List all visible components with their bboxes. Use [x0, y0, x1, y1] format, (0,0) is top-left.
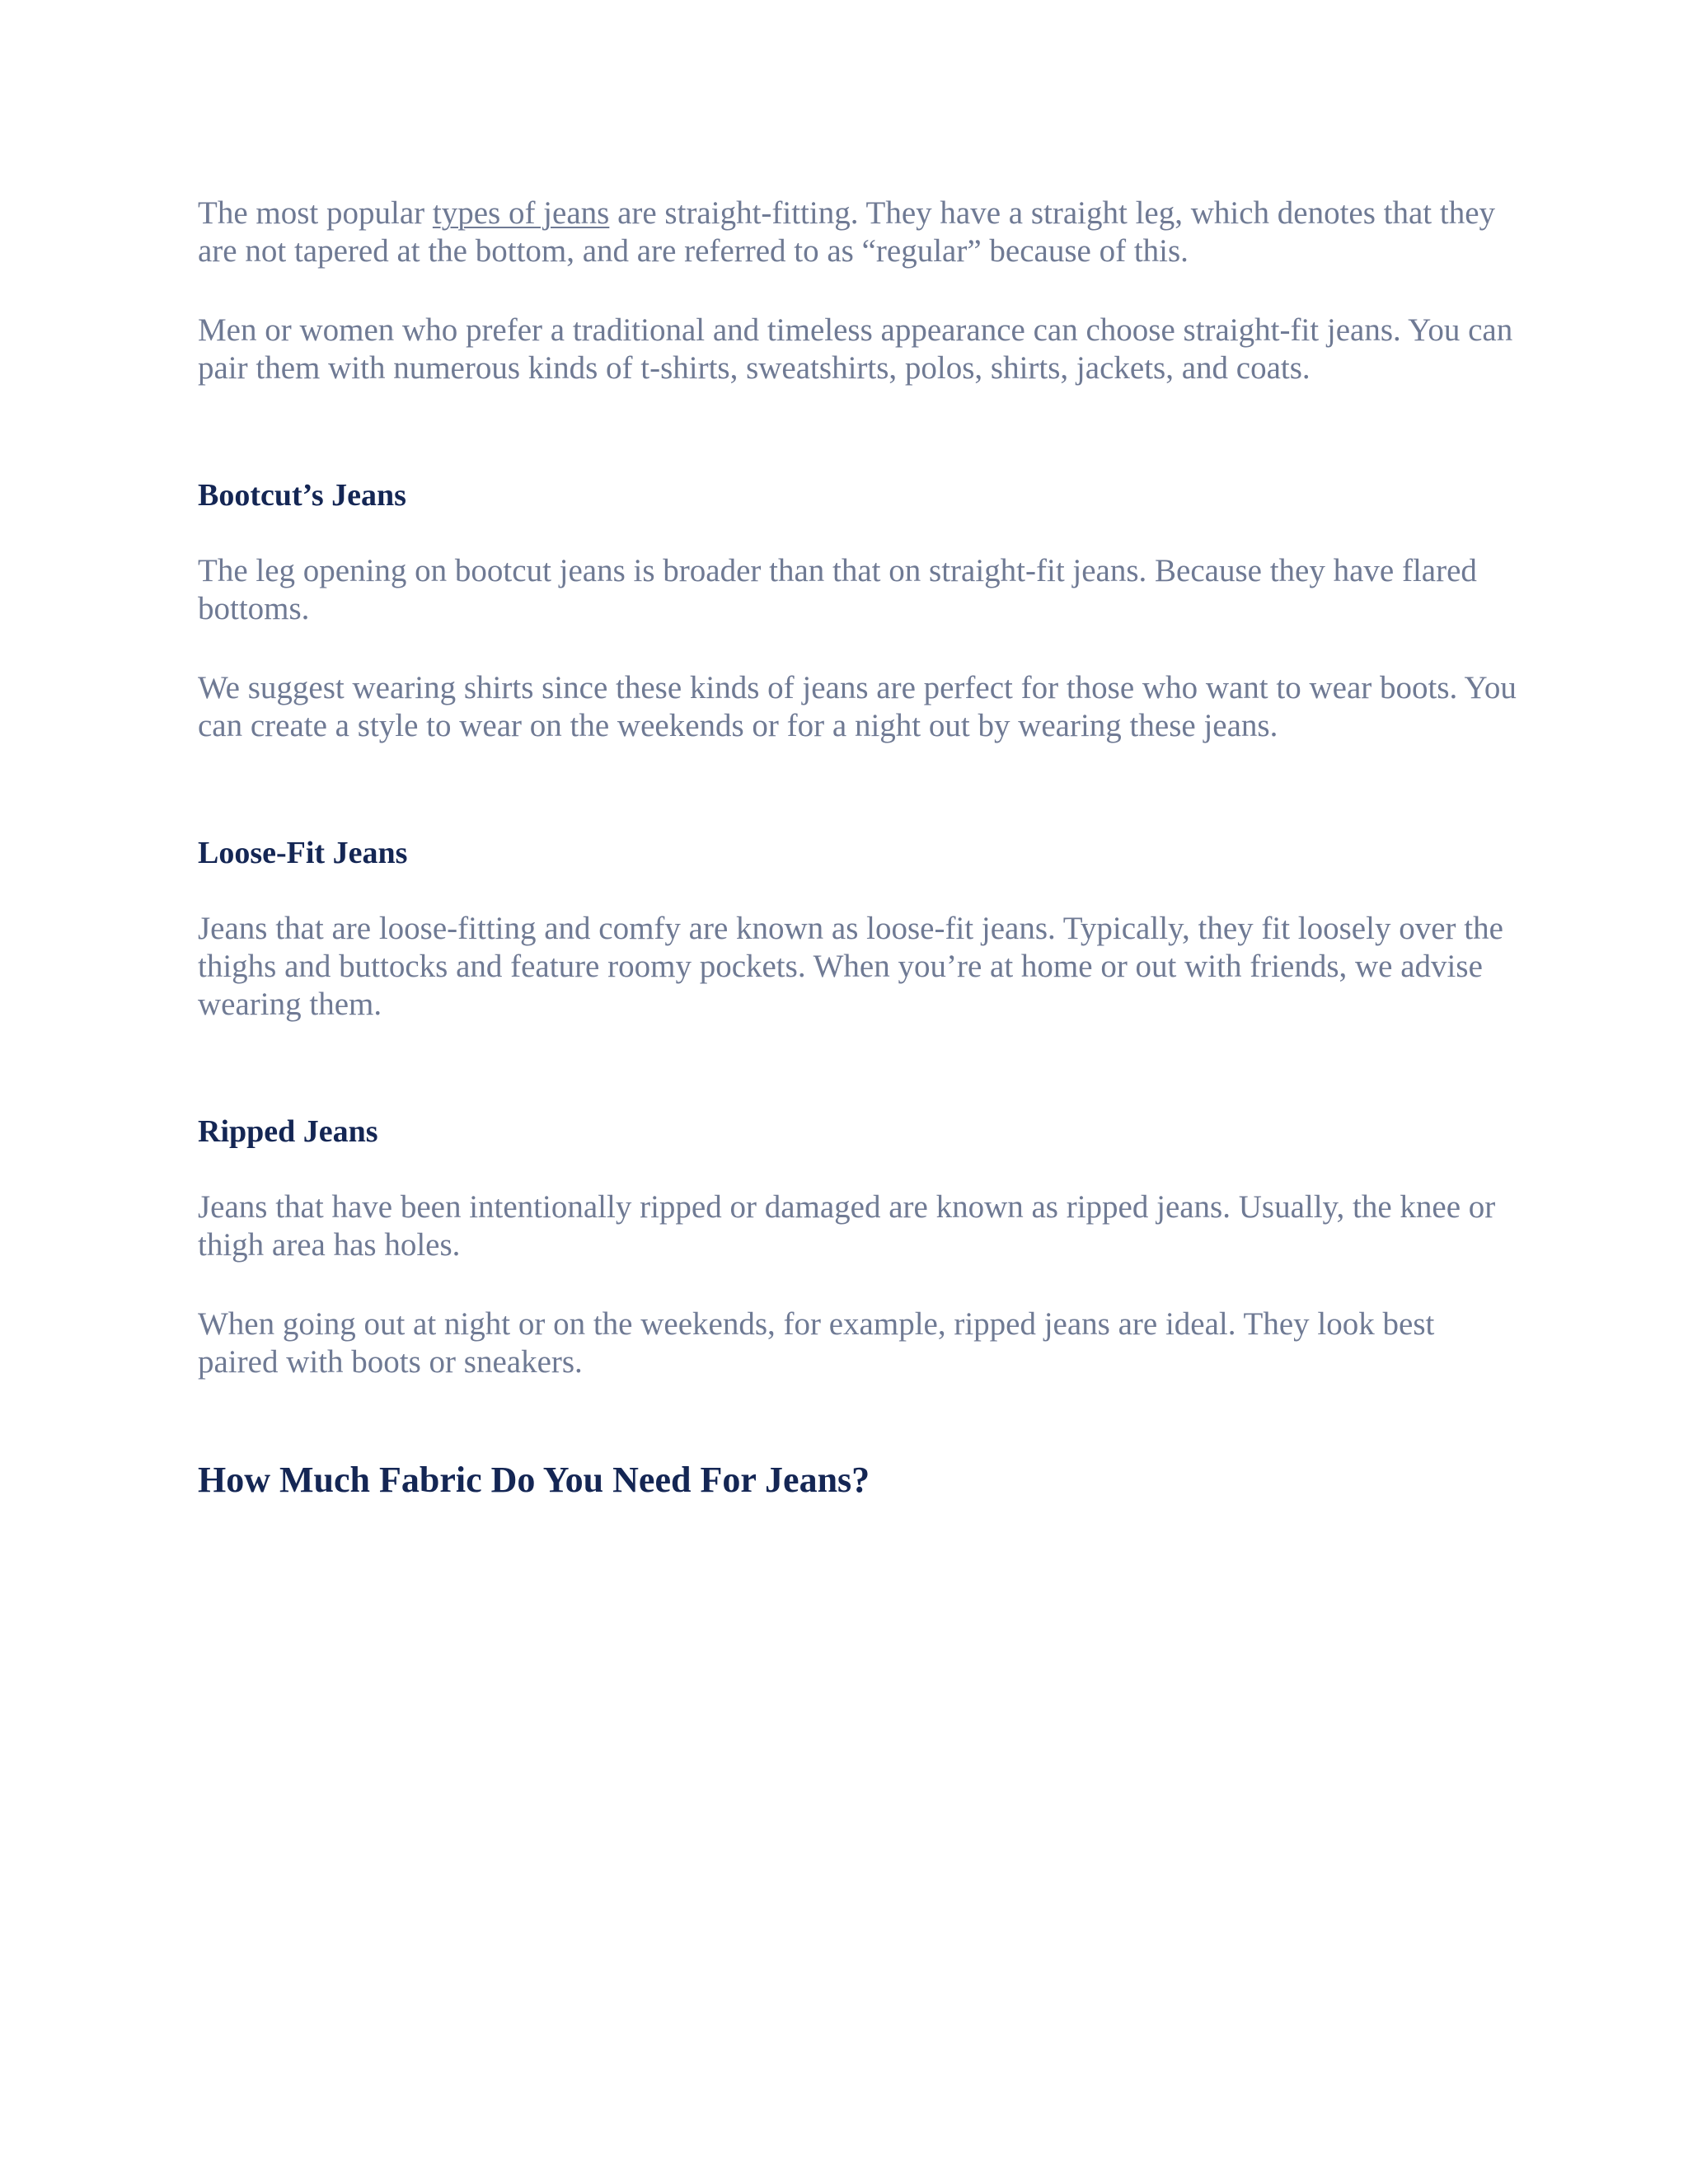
- ripped-heading: Ripped Jeans: [198, 1114, 378, 1149]
- loosefit-heading: Loose-Fit Jeans: [198, 836, 408, 870]
- ripped-paragraph-2: When going out at night or on the weekends, for example, ripped jeans are ideal. They look best paired with boots or sneakers.: [198, 1306, 1435, 1380]
- loosefit-paragraph-1: Jeans that are loose-fitting and comfy are known as loose-fit jeans. Typically, they fit loosely over the thighs and buttocks and feature roomy pockets. When you’re at home or out with friends, we advise wearing them.: [198, 911, 1503, 1022]
- intro-paragraph-1: [198, 194, 1517, 270]
- fabric-heading: How Much Fabric Do You Need For Jeans?: [198, 1460, 870, 1500]
- bootcut-heading: Bootcut’s Jeans: [198, 478, 406, 513]
- bootcut-paragraph-1: The leg opening on bootcut jeans is broader than that on straight-fit jeans. Because they have flared bottoms.: [198, 553, 1477, 626]
- intro-text-after-link: are straight-fitting. They have a straight leg, which denotes that they are not tapered at the bottom, and are referred to as “regular” because of this.: [198, 195, 1496, 269]
- document-page: [198, 194, 1517, 1502]
- bootcut-paragraph-2: We suggest wearing shirts since these kinds of jeans are perfect for those who want to wear boots. You can create a style to wear on the weekends or for a night out by wearing these jeans.: [198, 670, 1517, 743]
- intro-text-before-link: The most popular: [198, 195, 433, 231]
- ripped-paragraph-1: Jeans that have been intentionally ripped or damaged are known as ripped jeans. Usually, the knee or thigh area has holes.: [198, 1189, 1496, 1263]
- intro-paragraph-2: Men or women who prefer a traditional and timeless appearance can choose straight-fit jeans. You can pair them with numerous kinds of t-shirts, sweatshirts, polos, shirts, jackets, and coats.: [198, 312, 1513, 386]
- types-of-jeans-link[interactable]: types of jeans: [432, 195, 610, 231]
